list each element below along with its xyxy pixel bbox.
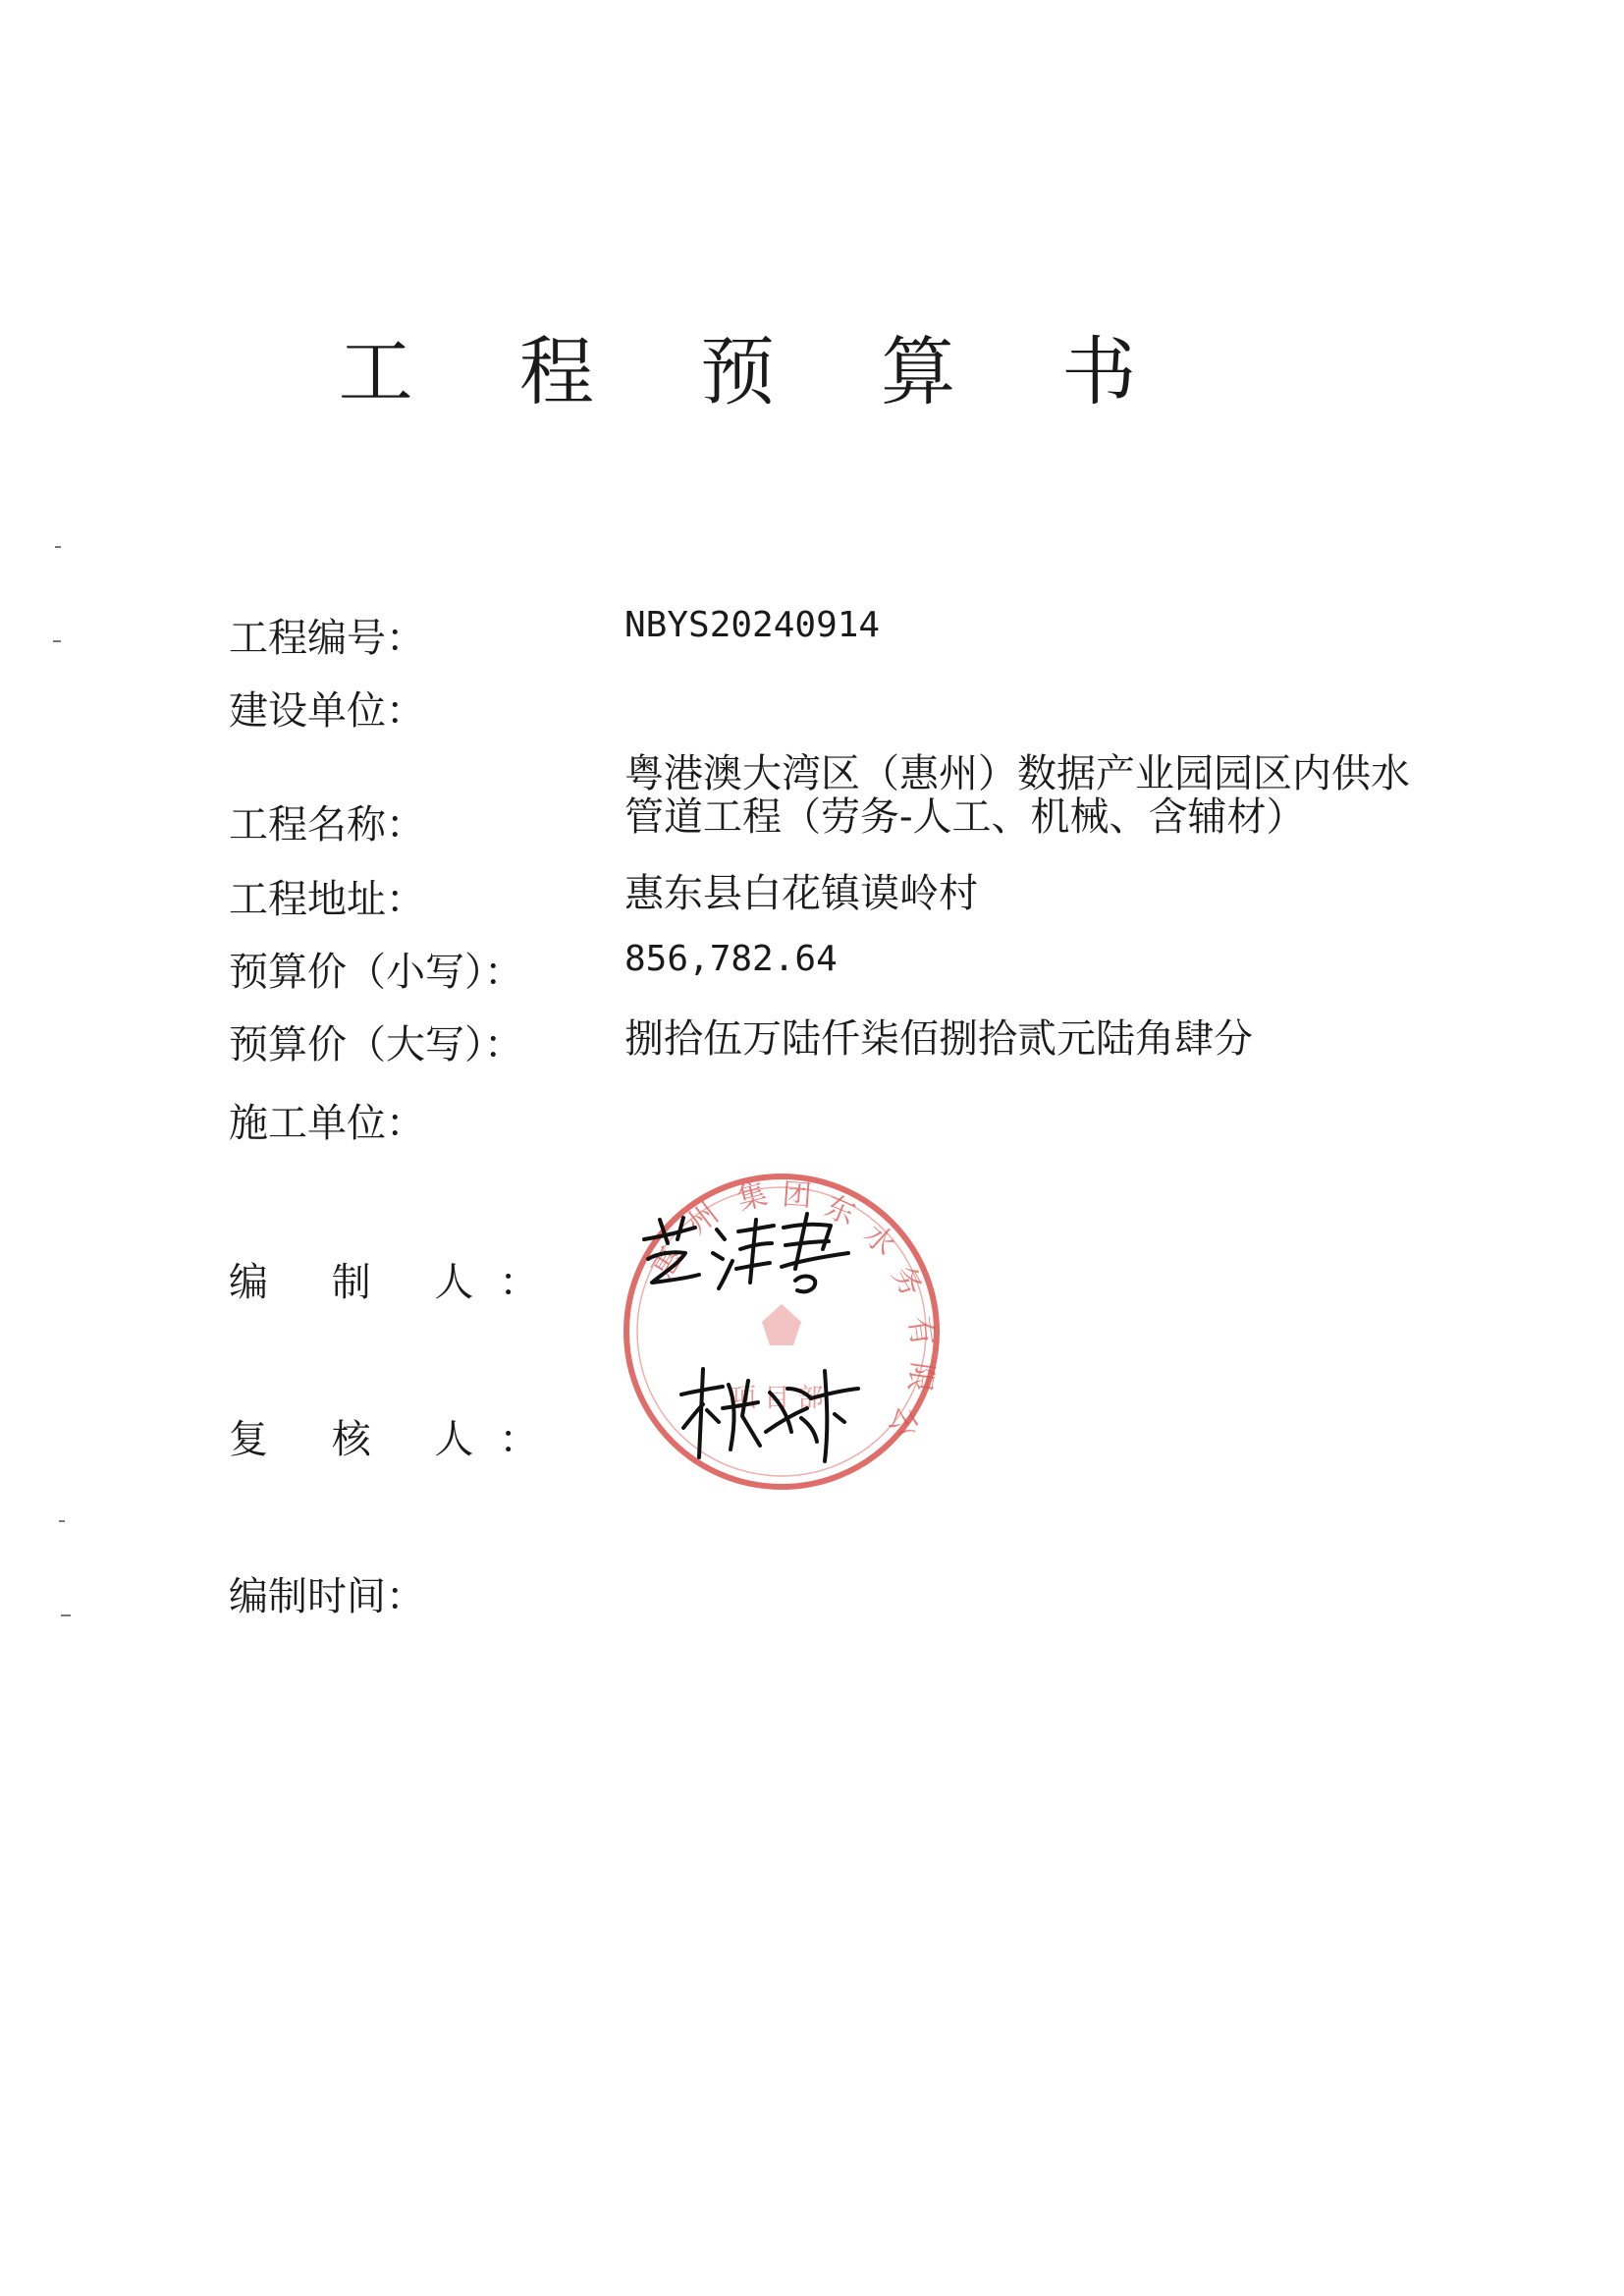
compiler-label: 编 制 人： [229,1260,565,1305]
svg-text:集: 集 [733,1176,772,1218]
svg-text:限: 限 [900,1359,940,1394]
project-no-value: NBYS20240914 [624,605,881,645]
price-small-value: 856,782.64 [624,939,838,979]
svg-text:东: 东 [820,1188,860,1232]
price-big-value: 捌拾伍万陆仟柒佰捌拾贰元陆角肆分 [624,1016,1253,1062]
document-title: 工 程 预 算 书 [338,328,1178,415]
svg-text:州: 州 [680,1196,726,1242]
compile-time-label: 编制时间： [229,1574,425,1619]
address-label: 工程地址： [229,877,425,922]
scan-mark [55,546,61,548]
price-big-label: 预算价（大写）： [229,1022,523,1067]
price-small-label: 预算价（小写）： [229,950,523,995]
contractor-label: 施工单位： [229,1101,425,1146]
svg-text:惠: 惠 [645,1241,690,1285]
svg-text:有: 有 [901,1314,940,1348]
svg-text:团: 团 [781,1177,813,1215]
compiler-signature [638,1210,854,1304]
scan-mark [59,1520,65,1522]
project-no-label: 工程编号： [229,616,425,661]
svg-text:水: 水 [856,1217,902,1264]
reviewer-signature [677,1359,864,1467]
scan-mark [53,640,61,642]
scan-mark [61,1614,71,1616]
project-name-line2: 管道工程（劳务-人工、机械、含辅材） [624,794,1306,840]
svg-text:公: 公 [881,1400,926,1443]
project-name-label: 工程名称： [229,802,425,847]
address-value: 惠东县白花镇谟岭村 [624,871,978,916]
reviewer-label: 复 核 人： [229,1417,565,1462]
project-name-line1: 粤港澳大湾区（惠州）数据产业园园区内供水 [624,751,1410,796]
svg-text:务: 务 [884,1260,929,1303]
svg-text:项 目 部: 项 目 部 [731,1384,824,1413]
client-label: 建设单位： [229,688,425,734]
